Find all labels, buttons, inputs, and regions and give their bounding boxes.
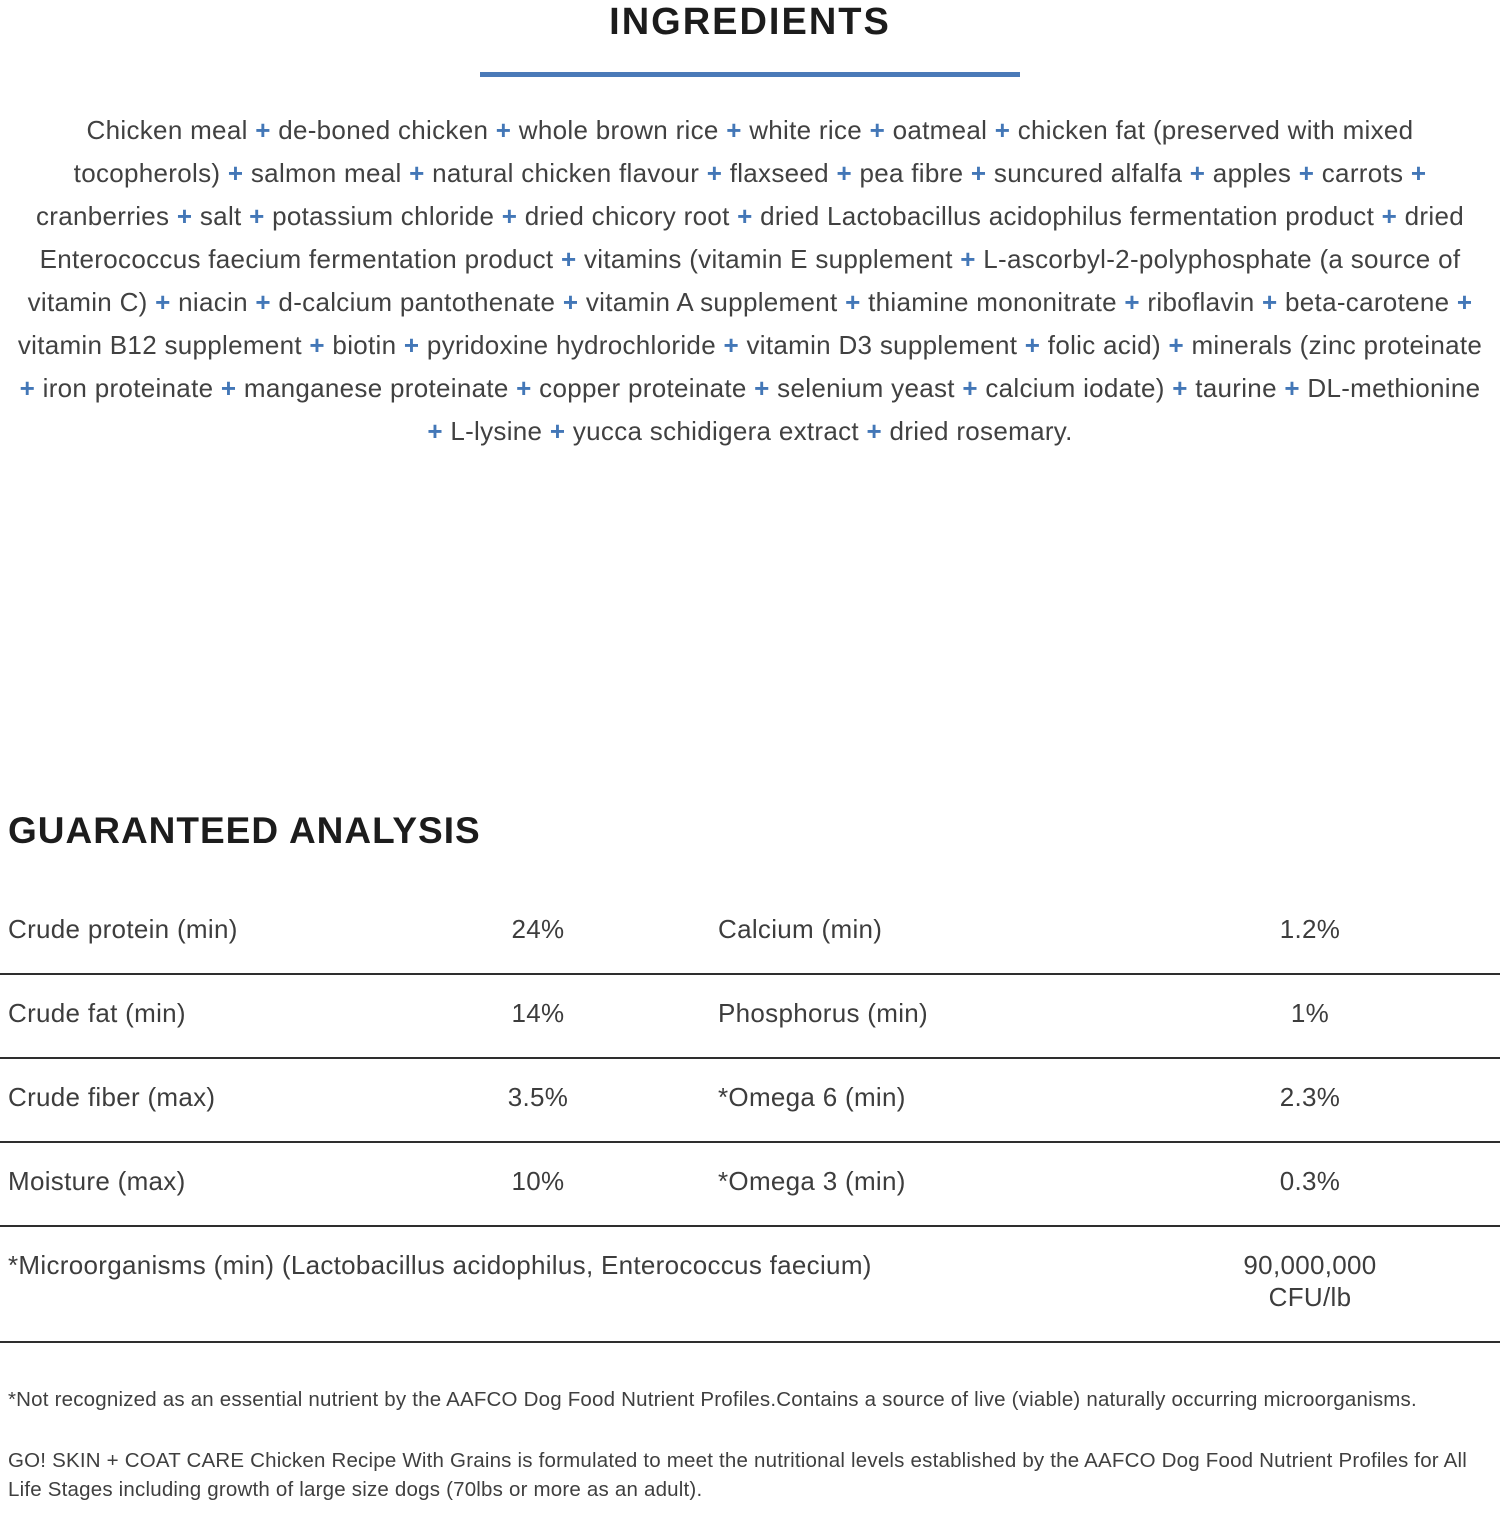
analysis-value: 90,000,000 CFU/lb (1243, 1250, 1377, 1312)
plus-separator-icon: + (1456, 287, 1473, 317)
plus-separator-icon: + (723, 330, 739, 360)
plus-separator-icon: + (403, 330, 420, 360)
plus-separator-icon: + (19, 373, 36, 403)
plus-separator-icon: + (249, 201, 265, 231)
plus-separator-icon: + (754, 373, 770, 403)
plus-separator-icon: + (726, 115, 742, 145)
blue-divider-rule (480, 72, 1020, 77)
plus-separator-icon: + (960, 244, 976, 274)
guaranteed-analysis-title: GUARANTEED ANALYSIS (8, 810, 481, 851)
plus-separator-icon: + (220, 373, 237, 403)
plus-separator-icon: + (427, 416, 443, 446)
analysis-label: Crude fiber (max) (8, 1082, 216, 1112)
ingredients-list-paragraph: Chicken meal + de-boned chicken + whole brown rice + white rice + oatmeal + chicken fat (preserved with mixed tocopherols) + salmon meal + natural chicken flavour + flaxseed + pea fibre + suncured alfalfa + apples + carrots + cranberries + salt + potassium chloride + dried chicory root + dried Lactobacillus acidophilus fermentation product + dried Enterococcus faecium fermentation product + vitamins (vitamin E supplement + L-ascorbyl-2-polyphosphate (a source of vitamin C) + niacin + d-calcium pantothenate + vitamin A supplement + thiamine mononitrate + riboflavin + beta-carotene + vitamin B12 supplement + biotin + pyridoxine hydrochloride + vitamin D3 supplement + folic acid) + minerals (zinc proteinate + iron proteinate + manganese proteinate + copper proteinate + selenium yeast + calcium iodate) + taurine + DL-methionine + L-lysine + yucca schidigera extract + dried rosemary. (17, 115, 1483, 446)
analysis-label: *Microorganisms (min) (Lactobacillus acidophilus, Enterococcus faecium) (8, 1250, 872, 1280)
plus-separator-icon: + (1381, 201, 1398, 231)
plus-separator-icon: + (1168, 330, 1184, 360)
guaranteed-analysis-table (0, 891, 1500, 1343)
plus-separator-icon: + (516, 373, 532, 403)
plus-separator-icon: + (845, 287, 861, 317)
formulation-statement: GO! SKIN + COAT CARE Chicken Recipe With Grains is formulated to meet the nutritional levels established by the AAFCO Dog Food Nutrient Profiles for All Life Stages including growth of large size dogs (70lbs or more as an adult). (8, 1449, 1467, 1501)
analysis-label: Crude protein (min) (8, 914, 238, 944)
plus-separator-icon: + (866, 416, 882, 446)
plus-separator-icon: + (994, 115, 1011, 145)
plus-separator-icon: + (1189, 158, 1206, 188)
analysis-label: Moisture (max) (8, 1166, 186, 1196)
analysis-value: 24% (511, 914, 565, 944)
plus-separator-icon: + (255, 287, 271, 317)
table-row (0, 1059, 1500, 1143)
table-row (0, 975, 1500, 1059)
plus-separator-icon: + (176, 201, 193, 231)
plus-separator-icon: + (1172, 373, 1188, 403)
plus-separator-icon: + (309, 330, 325, 360)
plus-separator-icon: + (970, 158, 987, 188)
plus-separator-icon: + (1262, 287, 1278, 317)
analysis-value: 1% (1290, 998, 1330, 1028)
plus-separator-icon: + (706, 158, 723, 188)
plus-separator-icon: + (1298, 158, 1315, 188)
plus-separator-icon: + (501, 201, 518, 231)
plus-separator-icon: + (836, 158, 852, 188)
analysis-value: 0.3% (1279, 1166, 1341, 1196)
analysis-label: Crude fat (min) (8, 998, 186, 1028)
analysis-label: Calcium (min) (718, 914, 883, 944)
plus-separator-icon: + (155, 287, 171, 317)
analysis-label: *Omega 6 (min) (718, 1082, 906, 1112)
plus-separator-icon: + (1410, 158, 1427, 188)
analysis-value: 1.2% (1279, 914, 1341, 944)
analysis-label: *Omega 3 (min) (718, 1166, 906, 1196)
plus-separator-icon: + (1284, 373, 1300, 403)
analysis-label: Phosphorus (min) (718, 998, 928, 1028)
plus-separator-icon: + (962, 373, 978, 403)
ingredients-section-title: INGREDIENTS (609, 1, 891, 43)
plus-separator-icon: + (255, 115, 271, 145)
aafco-footnote: *Not recognized as an essential nutrient by the AAFCO Dog Food Nutrient Profiles.Contains a source of live (viable) naturally occurring microorganisms. (8, 1388, 1417, 1411)
analysis-value: 14% (511, 998, 565, 1028)
table-row (0, 1143, 1500, 1227)
plus-separator-icon: + (737, 201, 753, 231)
plus-separator-icon: + (549, 416, 566, 446)
plus-separator-icon: + (1124, 287, 1140, 317)
plus-separator-icon: + (560, 244, 577, 274)
plus-separator-icon: + (495, 115, 512, 145)
plus-separator-icon: + (1024, 330, 1041, 360)
analysis-value: 3.5% (507, 1082, 569, 1112)
table-row (0, 891, 1500, 975)
plus-separator-icon: + (869, 115, 886, 145)
table-row-microorganisms (0, 1227, 1500, 1343)
plus-separator-icon: + (227, 158, 244, 188)
analysis-value: 2.3% (1279, 1082, 1341, 1112)
plus-separator-icon: + (409, 158, 425, 188)
plus-separator-icon: + (562, 287, 579, 317)
analysis-value: 10% (511, 1166, 565, 1196)
